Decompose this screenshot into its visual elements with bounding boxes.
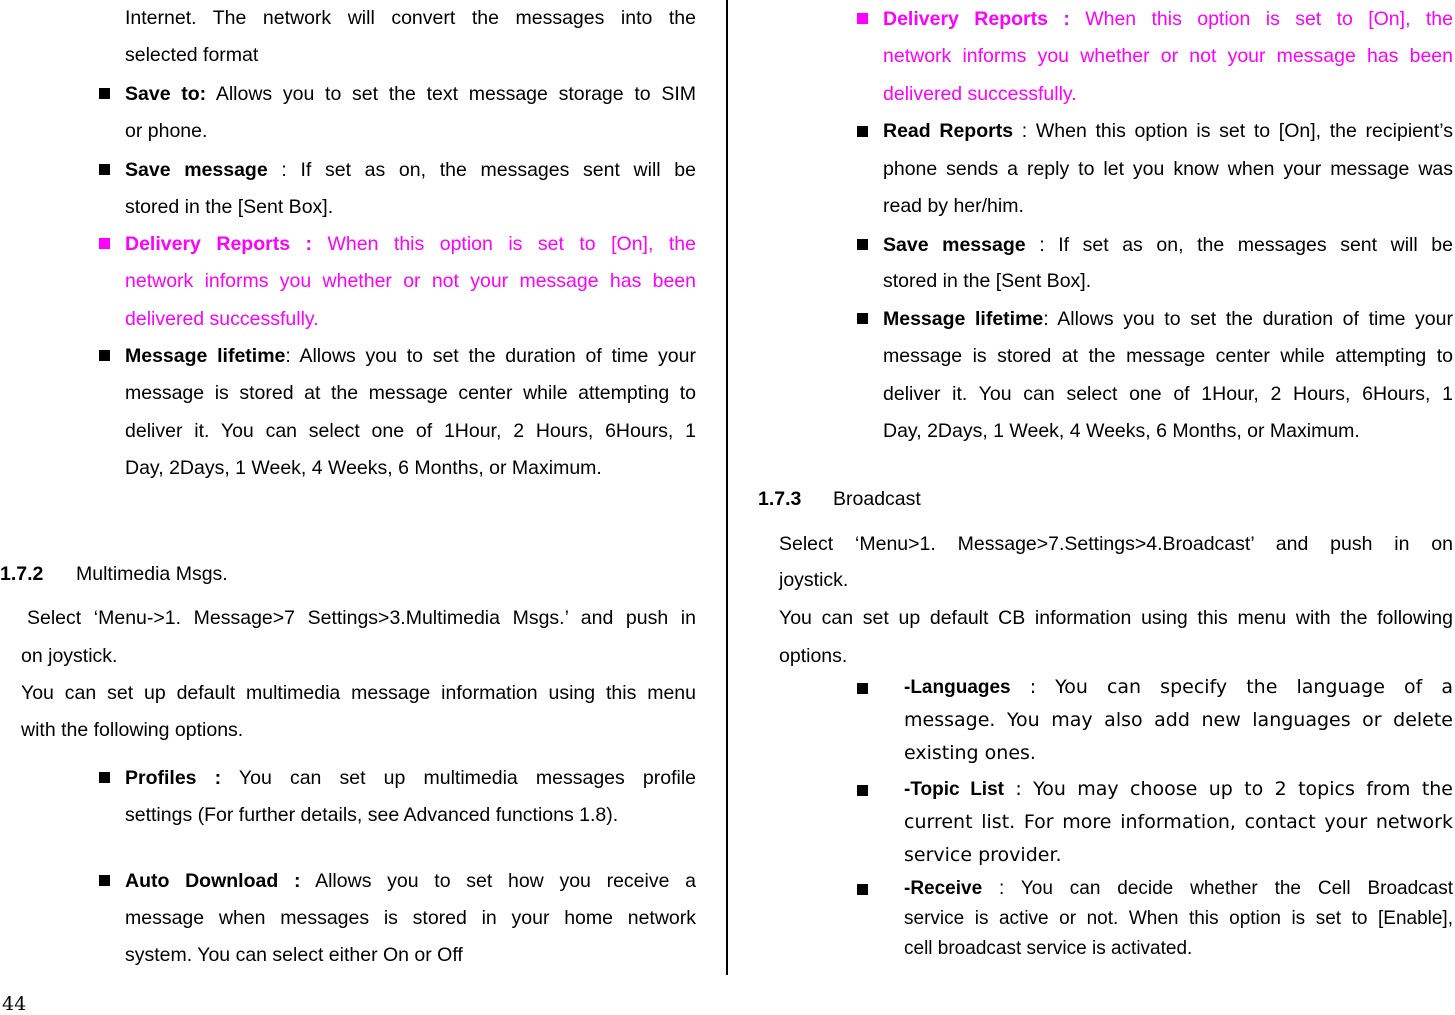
topic-list-item: -Topic List : You may choose up to 2 topics from the [904, 778, 1453, 800]
save-message-item: Save message : If set as on, the messages sent will be [883, 234, 1453, 256]
bullet-square-icon [857, 13, 868, 24]
section-title: Broadcast [833, 488, 921, 510]
bullet-square-icon [857, 884, 868, 895]
section-heading: 1.7.3 [758, 488, 802, 510]
bullet-square-icon [99, 875, 110, 886]
delivery-reports-item: Delivery Reports : When this option is set to [On], the [883, 8, 1453, 30]
bullet-square-icon [99, 88, 110, 99]
delivery-reports-item: Delivery Reports : When this option is set to [On], the [125, 233, 696, 255]
continuation-line: selected format [125, 44, 259, 66]
save-to-item: Save to: Allows you to set the text message storage to SIM [125, 83, 696, 105]
bullet-square-icon [857, 785, 868, 796]
page-number: 44 [2, 993, 27, 1015]
bullet-square-icon [857, 126, 868, 137]
message-lifetime-item: Message lifetime: Allows you to set the duration of time your [883, 308, 1453, 330]
profiles-item: Profiles : You can set up multimedia messages profile [125, 767, 697, 789]
setup-description: You can set up default CB information using this menu with the following [779, 607, 1453, 629]
section-heading: 1.7.2 [0, 563, 44, 585]
auto-download-item: Auto Download : Allows you to set how you receive a [125, 870, 697, 892]
bullet-square-icon [857, 683, 868, 694]
receive-item: -Receive : You can decide whether the Cell Broadcast [904, 878, 1453, 899]
section-title: Multimedia Msgs. [76, 563, 228, 585]
setup-description: You can set up default multimedia message information using this menu [21, 682, 696, 704]
select-instruction: Select ‘Menu>1. Message>7.Settings>4.Broadcast’ and push in on [779, 533, 1453, 555]
bullet-square-icon [99, 772, 110, 783]
bullet-square-icon [99, 350, 110, 361]
bullet-square-icon [857, 313, 868, 324]
languages-item: -Languages : You can specify the language of a [904, 676, 1453, 698]
message-lifetime-item: Message lifetime: Allows you to set the duration of time your [125, 345, 696, 367]
bullet-square-icon [99, 164, 110, 175]
save-message-item: Save message : If set as on, the messages sent will be [125, 159, 696, 181]
column-divider [726, 0, 728, 975]
continuation-line: Internet. The network will convert the messages into the [125, 7, 696, 29]
bullet-square-icon [857, 239, 868, 250]
bullet-square-icon [99, 238, 110, 249]
select-instruction: Select ‘Menu->1. Message>7 Settings>3.Multimedia Msgs.’ and push in [27, 607, 696, 629]
read-reports-item: Read Reports : When this option is set to [On], the recipient’s [883, 120, 1453, 142]
